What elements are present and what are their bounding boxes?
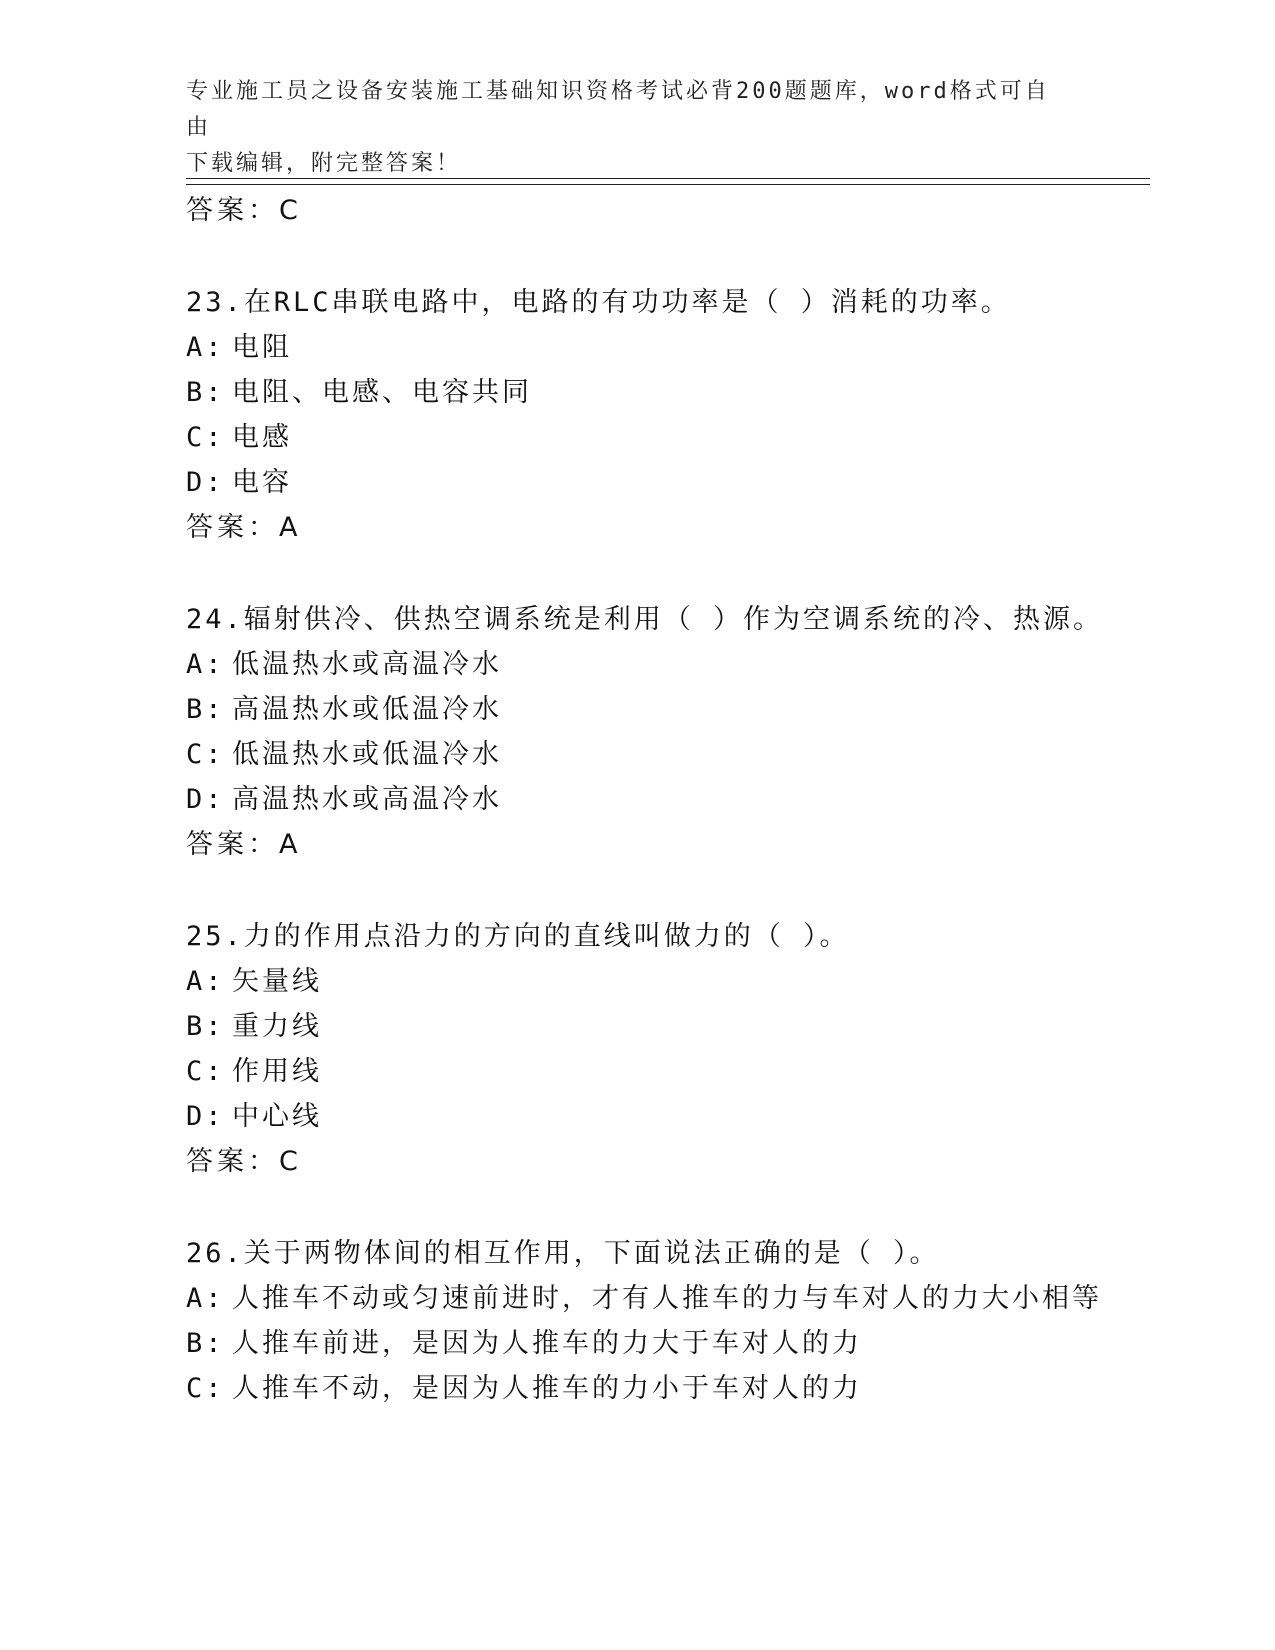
question-24	[186, 597, 1150, 642]
option-text: 低温热水或低温冷水	[232, 739, 502, 770]
option-d	[186, 460, 1150, 505]
option-b	[186, 687, 1150, 732]
option-text: 人推车不动，是因为人推车的力小于车对人的力	[232, 1373, 862, 1404]
header-divider	[186, 178, 1150, 185]
question-number: 26.	[186, 1238, 244, 1269]
option-key: C:	[186, 739, 225, 770]
answer-value: A	[279, 512, 302, 543]
option-key: D:	[186, 1101, 225, 1132]
option-a	[186, 1276, 1150, 1321]
option-text: 高温热水或高温冷水	[232, 784, 502, 815]
option-b	[186, 370, 1150, 415]
option-a	[186, 959, 1150, 1004]
option-text: 人推车前进，是因为人推车的力大于车对人的力	[232, 1328, 862, 1359]
answer-value: A	[279, 829, 302, 860]
question-number: 24.	[186, 604, 244, 635]
option-b	[186, 1004, 1150, 1049]
option-b	[186, 1321, 1150, 1366]
answer-line	[186, 188, 1150, 233]
option-key: B:	[186, 1328, 225, 1359]
question-23	[186, 280, 1150, 325]
option-key: A:	[186, 966, 225, 997]
option-key: B:	[186, 1011, 225, 1042]
answer-label: 答案：	[186, 1146, 279, 1177]
answer-line	[186, 822, 1150, 867]
option-c	[186, 1049, 1150, 1094]
option-c	[186, 732, 1150, 777]
option-d	[186, 777, 1150, 822]
option-text: 电阻	[232, 332, 292, 363]
answer-label: 答案：	[186, 829, 279, 860]
option-text: 电阻、电感、电容共同	[232, 377, 532, 408]
option-key: D:	[186, 784, 225, 815]
option-key: A:	[186, 1283, 225, 1314]
option-text: 矢量线	[232, 966, 322, 997]
option-d	[186, 1094, 1150, 1139]
question-number: 25.	[186, 921, 244, 952]
option-a	[186, 325, 1150, 370]
answer-value: C	[279, 195, 302, 226]
question-text: 辐射供冷、供热空调系统是利用（ ）作为空调系统的冷、热源。	[243, 604, 1104, 635]
header-line-2: 下载编辑，附完整答案！	[186, 151, 462, 176]
option-key: B:	[186, 377, 225, 408]
option-text: 人推车不动或匀速前进时，才有人推车的力与车对人的力大小相等	[232, 1283, 1102, 1314]
answer-label: 答案：	[186, 512, 279, 543]
option-text: 中心线	[232, 1101, 322, 1132]
option-key: A:	[186, 332, 225, 363]
option-key: D:	[186, 467, 225, 498]
answer-line	[186, 505, 1150, 550]
option-c	[186, 415, 1150, 460]
option-text: 电容	[232, 467, 292, 498]
question-text: 力的作用点沿力的方向的直线叫做力的（ ）。	[243, 921, 850, 952]
option-key: C:	[186, 1373, 225, 1404]
question-number: 23.	[186, 287, 244, 318]
option-text: 低温热水或高温冷水	[232, 649, 502, 680]
question-26	[186, 1231, 1150, 1276]
option-c	[186, 1366, 1150, 1411]
option-key: A:	[186, 649, 225, 680]
question-25	[186, 914, 1150, 959]
option-key: C:	[186, 422, 225, 453]
answer-label: 答案：	[186, 195, 279, 226]
answer-line	[186, 1139, 1150, 1184]
option-text: 作用线	[232, 1056, 322, 1087]
option-a	[186, 642, 1150, 687]
question-list	[186, 188, 1150, 1411]
option-text: 高温热水或低温冷水	[232, 694, 502, 725]
option-text: 电感	[232, 422, 292, 453]
option-key: B:	[186, 694, 225, 725]
header-line-1: 专业施工员之设备安装施工基础知识资格考试必背200题题库，word格式可自由	[186, 79, 1050, 140]
option-key: C:	[186, 1056, 225, 1087]
answer-value: C	[279, 1146, 302, 1177]
question-text: 在RLC串联电路中，电路的有功功率是（ ）消耗的功率。	[243, 287, 1011, 318]
question-text: 关于两物体间的相互作用，下面说法正确的是（ ）。	[243, 1238, 940, 1269]
option-text: 重力线	[232, 1011, 322, 1042]
page-header	[186, 74, 1066, 182]
